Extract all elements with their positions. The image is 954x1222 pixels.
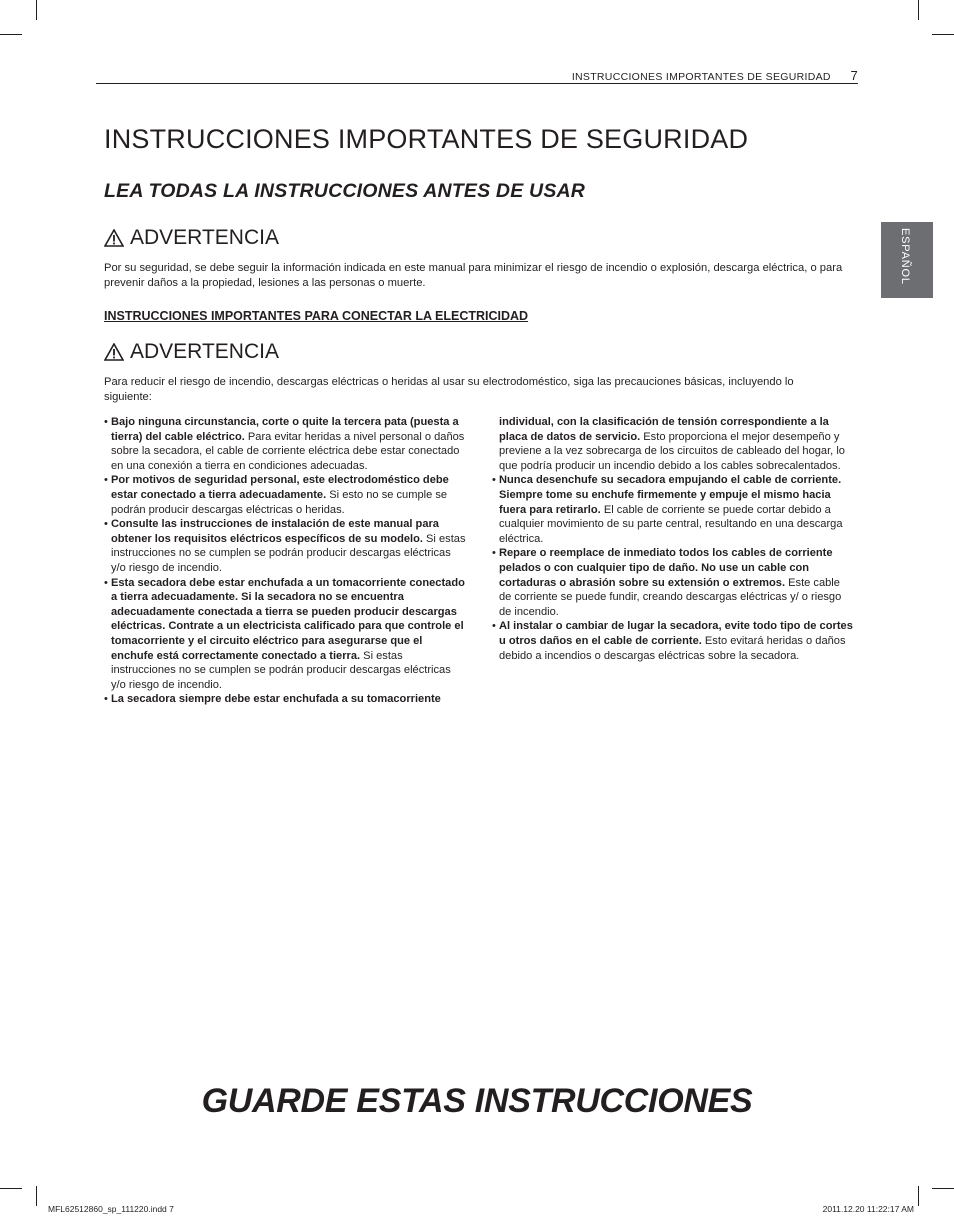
language-tab: [881, 222, 933, 298]
warning-heading-1: [104, 226, 279, 250]
crop-mark: [932, 34, 954, 35]
bullet-item: [492, 619, 854, 663]
crop-mark: [36, 0, 37, 20]
page-number: 7: [850, 68, 858, 83]
warning-label: ADVERTENCIA: [130, 340, 279, 363]
warning-triangle-icon: [104, 343, 124, 361]
bullet-column-right: [492, 415, 854, 663]
bullet-column-left: [104, 415, 466, 707]
bullet-text: Para evitar heridas a nivel personal o daños sobre la secadora, el cable de corriente eléctrica debe estar conectado en una conexión a tierra en condiciones adecuadas.: [111, 430, 465, 472]
bullet-bold-text: Al instalar o cambiar de lugar la secadora, evite todo tipo de cortes u otros daños en el cable de corriente.: [498, 620, 853, 647]
header-rule: [96, 83, 858, 84]
crop-mark: [932, 1188, 954, 1189]
bullet-bold-text: Esta secadora debe estar enchufada a un tomacorriente conectado a tierra adecuadamente. Si la secadora no se encuentra adecuadamente conectada a tierra se pueden producir descargas eléctricas. Contrate a un electricista calificado para que controle el tomacorriente y el circuito eléctrico para asegurarse que el enchufe está correctamente conectado a tierra.: [110, 576, 465, 662]
crop-mark: [0, 34, 22, 35]
warning-label: ADVERTENCIA: [130, 226, 279, 249]
bullet-marker: •: [104, 416, 108, 428]
bullet-item: [492, 546, 854, 619]
bullet-bold-text: Nunca desenchufe su secadora empujando el cable de corriente. Siempre tome su enchufe firmemente y empuje el mismo hacia fuera para retirarlo.: [498, 474, 842, 516]
warning-heading-2: [104, 340, 279, 364]
bullet-bold-text: Repare o reemplace de inmediato todos los cables de corriente pelados o con cualquier tipo de daño. No use un cable con cortaduras o abrasión sobre su extensión o extremos.: [498, 547, 833, 589]
bullet-bold-text: Bajo ninguna circunstancia, corte o quite la tercera pata (puesta a tierra) del cable eléctrico.: [110, 416, 459, 443]
bullet-item: [104, 473, 466, 517]
warning-text-2: Para reducir el riesgo de incendio, descargas eléctricas o heridas al usar su electrodoméstico, siga las precauciones básicas, incluyendo lo siguiente:: [104, 376, 794, 403]
bullet-item: [492, 473, 854, 546]
bullet-item: [104, 692, 466, 707]
bullet-text: El cable de corriente se puede cortar debido a cualquier movimiento de su parte central, resultando en una descarga eléctrica.: [499, 503, 843, 545]
running-header-title: INSTRUCCIONES IMPORTANTES DE SEGURIDAD: [571, 71, 831, 83]
bullet-text: Este cable de corriente se puede fundir, creando descargas eléctricas y/ o riesgo de incendio.: [499, 576, 842, 618]
language-tab-label: ESPAÑOL: [899, 228, 911, 285]
bullet-text: Si estas instrucciones no se cumplen se podrán producir descargas eléctricas y/o riesgo de incendio.: [111, 532, 466, 574]
crop-mark: [0, 1188, 22, 1189]
page-title: INSTRUCCIONES IMPORTANTES DE SEGURIDAD: [104, 124, 749, 154]
bullet-item-continued: [492, 415, 854, 473]
bullet-marker: •: [492, 547, 496, 560]
bullet-marker: •: [492, 474, 496, 487]
warning-text-1: Por su seguridad, se debe seguir la información indicada en este manual para minimizar el riesgo de incendio o explosión, descarga eléctrica, o para prevenir daños a la propiedad, lesiones a las personas o muerte.: [104, 262, 843, 289]
crop-mark: [918, 0, 919, 20]
bullet-marker: •: [104, 518, 108, 531]
bullet-bold-text: La secadora siempre debe estar enchufada a su tomacorriente: [110, 693, 441, 706]
running-header: [96, 68, 858, 83]
bullet-bold-text: individual, con la clasificación de tensión correspondiente a la placa de datos de servicio.: [499, 416, 829, 443]
bullet-item: [104, 517, 466, 575]
bullet-marker: •: [104, 693, 108, 706]
crop-mark: [918, 1186, 919, 1206]
bullet-bold-text: Consulte las instrucciones de instalación de este manual para obtener los requisitos eléctricos específicos de su modelo.: [110, 518, 439, 545]
bullet-text: Esto proporciona el mejor desempeño y previene a la vez sobrecarga de los circuitos de cableado del hogar, lo que podría producir un incendio debido a los cables sobrecalentados.: [499, 430, 845, 472]
crop-mark: [36, 1186, 37, 1206]
bullet-marker: •: [492, 620, 496, 633]
bullet-item: [104, 576, 466, 693]
bullet-text: Esto evitará heridas o daños debido a incendios o descargas eléctricas sobre la secadora.: [499, 634, 846, 662]
save-instructions-title: GUARDE ESTAS INSTRUCCIONES: [201, 1082, 753, 1120]
bullet-text: Si esto no se cumple se podrán producir descargas eléctricas o heridas.: [111, 488, 448, 516]
bullet-item: [104, 415, 466, 473]
warning-triangle-icon: [104, 229, 124, 247]
page-subtitle: LEA TODAS LA INSTRUCCIONES ANTES DE USAR: [104, 180, 586, 202]
section-heading: INSTRUCCIONES IMPORTANTES PARA CONECTAR LA ELECTRICIDAD: [104, 309, 529, 323]
print-slug-timestamp: 2011.12.20 11:22:17 AM: [822, 1204, 914, 1214]
bullet-marker: •: [104, 474, 108, 487]
bullet-marker: •: [104, 576, 108, 589]
bullet-bold-text: Por motivos de seguridad personal, este electrodoméstico debe estar conectado a tierra adecuadamente.: [110, 474, 449, 501]
bullet-text: Si estas instrucciones no se cumplen se podrán producir descargas eléctricas y/o riesgo de incendio.: [111, 649, 451, 691]
print-slug-filename: MFL62512860_sp_111220.indd 7: [48, 1204, 174, 1214]
